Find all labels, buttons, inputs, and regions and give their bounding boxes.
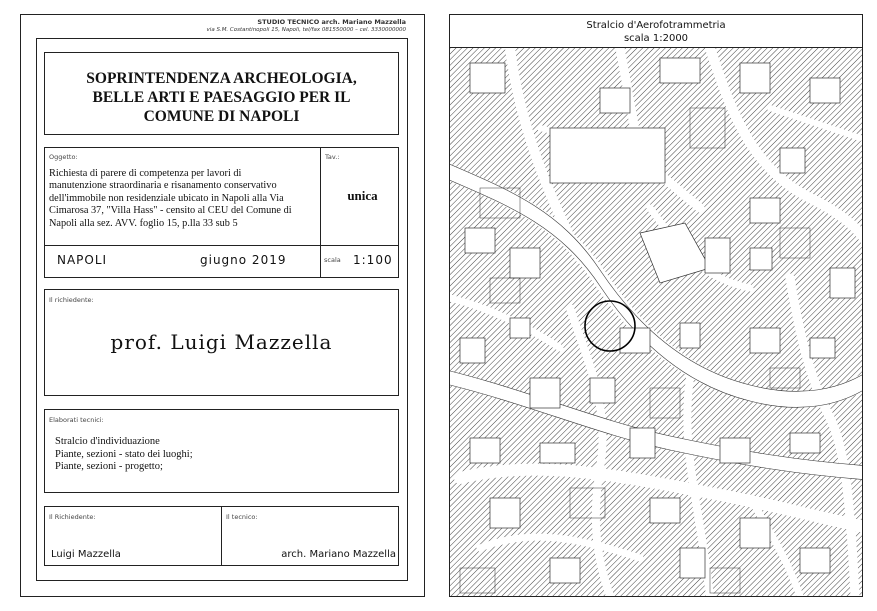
scale-label: scala <box>324 256 341 264</box>
drawings-box <box>44 409 399 493</box>
subject-line: Napoli alla sez. AVV. foglio 15, p.lla 33 sub 5 <box>49 217 238 229</box>
title-sheet <box>20 14 425 597</box>
map-scale: scala 1:2000 <box>623 33 689 44</box>
left-signature-label: Il Richiedente: <box>49 513 96 521</box>
title-box <box>44 52 399 135</box>
applicant-label: Il richiedente: <box>49 296 94 304</box>
subject-line: manutenzione straordinaria e risanamento conservativo <box>49 180 277 192</box>
subject-label: Oggetto: <box>49 153 78 161</box>
inner-frame <box>36 38 408 581</box>
tav-label: Tav.: <box>325 153 340 161</box>
subject-line: Richiesta di parere di competenza per lavori di <box>49 168 242 179</box>
subject-line: dell'immobile non residenziale ubicato in Napoli alla Via <box>49 192 284 204</box>
info-row-divider <box>45 245 398 246</box>
subject-box <box>44 147 399 278</box>
list-item: Piante, sezioni - stato dei luoghi; <box>55 448 193 460</box>
studio-header-line2: via S.M. Costantinopoli 15, Napoli, tel/fax 081550000 – cel. 3330000000 <box>206 27 406 33</box>
title-line3: COMUNE DI NAPOLI <box>143 108 300 125</box>
date: giugno 2019 <box>200 253 287 267</box>
city: NAPOLI <box>57 253 108 267</box>
list-item: Piante, sezioni - progetto; <box>55 461 163 472</box>
tav-value: unica <box>347 188 378 203</box>
signature-divider <box>221 507 222 565</box>
map-sheet <box>449 14 863 597</box>
right-signature-name: arch. Mariano Mazzella <box>281 549 396 560</box>
list-item: Stralcio d'individuazione <box>55 436 160 447</box>
aerial-map <box>450 48 862 596</box>
drawings-list <box>55 436 193 474</box>
title-line2: BELLE ARTI E PAESAGGIO PER IL <box>92 89 351 106</box>
scale-divider <box>320 245 321 278</box>
map-title: Stralcio d'Aerofotrammetria <box>586 20 726 31</box>
applicant-name: prof. Luigi Mazzella <box>110 330 333 354</box>
right-signature-label: Il tecnico: <box>226 513 258 521</box>
signature-box <box>44 506 399 566</box>
subject-line: Cimarosa 37, "Villa Hass" - censito al CEU del Comune di <box>49 205 292 217</box>
subject-text <box>49 168 321 230</box>
studio-header-line1: STUDIO TECNICO arch. Mariano Mazzella <box>257 18 406 26</box>
scale-value: 1:100 <box>353 253 393 267</box>
drawings-label: Elaborati tecnici: <box>49 416 104 424</box>
left-signature-name: Luigi Mazzella <box>51 549 121 560</box>
title-line1: SOPRINTENDENZA ARCHEOLOGIA, <box>86 70 357 87</box>
applicant-box <box>44 289 399 396</box>
